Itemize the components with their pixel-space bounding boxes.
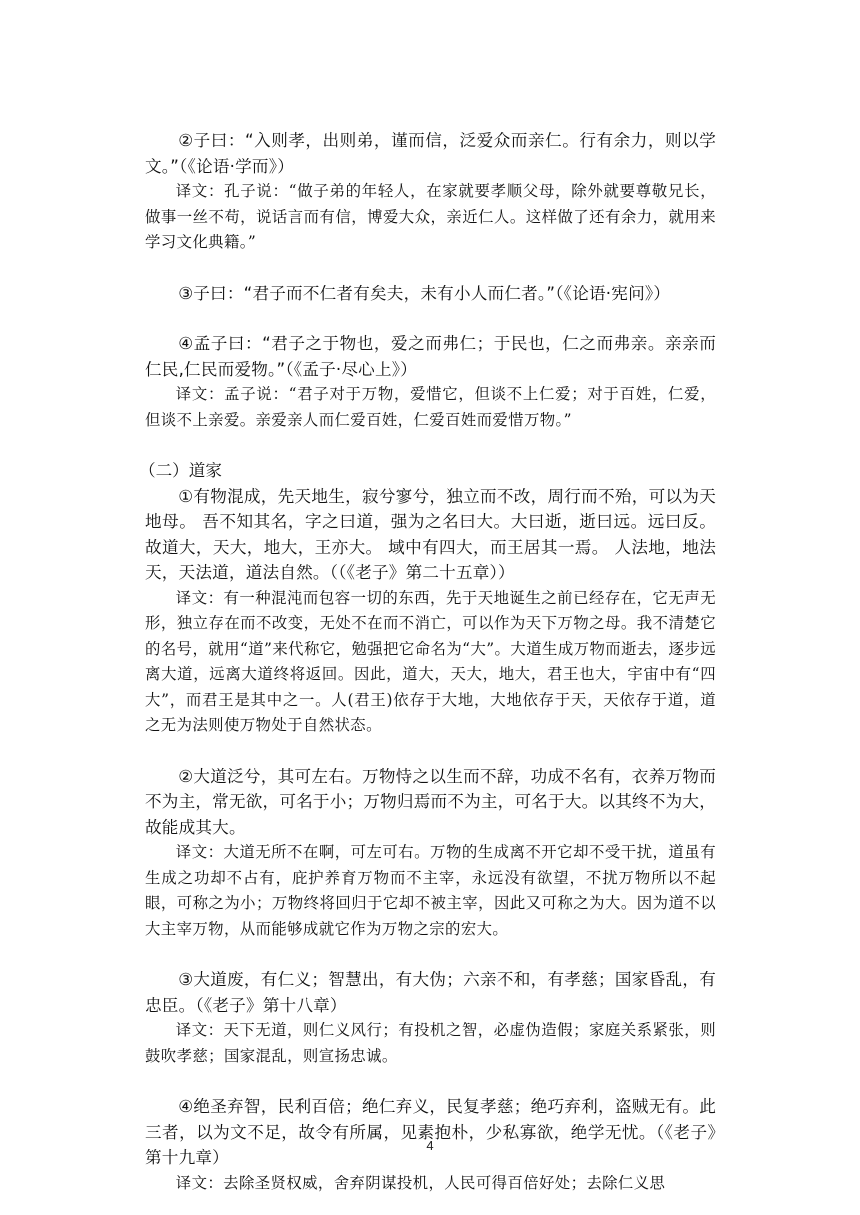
laozi-18-translation: 译文：天下无道，则仁义风行；有投机之智，必虚伪造假；家庭关系紧张，则鼓吹孝慈；国家混乱，则宣扬忠诚。 — [145, 1021, 716, 1065]
page-number: 4 — [426, 1138, 434, 1153]
page-content — [139, 128, 716, 1196]
section-heading-daojia: （二）道家 — [139, 461, 222, 480]
lunyu-xianwen-original: ③子曰：“君子而不仁者有矣夫，未有小人而仁者。”（《论语·宪问》） — [178, 283, 671, 303]
laozi-25-original: ①有物混成，先天地生，寂兮寥兮，独立而不改，周行而不殆，可以为天地母。 吾不知其名，字之曰道，强为之名曰大。大曰逝，逝曰远。远曰反。故道大，天大，地大，王亦大。 域中有四大，而王居其一焉。 人法地，地法天，天法道，道法自然。（（《老子》第二十五章）） — [145, 486, 716, 582]
laozi-25-translation: 译文：有一种混沌而包容一切的东西，先于天地诞生之前已经存在，它无声无形，独立存在而不改变，无处不在而不消亡，可以作为天下万物之母。我不清楚它的名号，就用“道”来代称它，勉强把它命名为“大”。大道生成万物而逝去，逐步远离大道，远离大道终将返回。因此，道大，天大，地大，君王也大，宇宙中有“四大”，而君王是其中之一。人(君王)依存于大地，大地依存于天，天依存于道，道之无为法则使万物处于自然状态。 — [145, 588, 716, 734]
laozi-18-original: ③大道废，有仁义；智慧出，有大伪；六亲不和，有孝慈；国家昏乱，有忠臣。（《老子》第十八章） — [145, 970, 716, 1015]
mengzi-original: ④孟子曰：“君子之于物也，爱之而弗仁；于民也，仁之而弗亲。亲亲而仁民,仁民而爱物。”（《孟子·尽心上》） — [145, 334, 716, 379]
mengzi-translation: 译文：孟子说：“君子对于万物，爱惜它，但谈不上仁爱；对于百姓，仁爱，但谈不上亲爱。亲爱亲人而仁爱百姓，仁爱百姓而爱惜万物。” — [145, 385, 716, 429]
lunyu-xueer-translation: 译文：孔子说：“做子弟的年轻人，在家就要孝顺父母，除外就要尊敬兄长，做事一丝不苟，说话言而有信，博爱大众，亲近仁人。这样做了还有余力，就用来学习文化典籍。” — [145, 182, 716, 251]
laozi-34-original: ②大道泛兮，其可左右。万物恃之以生而不辞，功成不名有，衣养万物而不为主，常无欲，可名于小；万物归焉而不为主，可名于大。以其终不为大，故能成其大。 — [145, 766, 716, 837]
lunyu-xueer-original: ②子曰：“入则孝，出则弟，谨而信，泛爱众而亲仁。行有余力，则以学文。”（《论语·学而》） — [145, 131, 716, 176]
laozi-34-translation: 译文：大道无所不在啊，可左可右。万物的生成离不开它却不受干扰，道虽有生成之功却不占有，庇护养育万物而不主宰，永远没有欲望，不扰万物所以不起眼，可称之为小；万物终将回归于它却不被主宰，因此又可称之为大。因为道不以大主宰万物，从而能够成就它作为万物之宗的宏大。 — [145, 843, 716, 938]
laozi-19-translation: 译文：去除圣贤权威，舍弃阴谋投机，人民可得百倍好处；去除仁义思 — [175, 1173, 666, 1192]
laozi-19-original: ④绝圣弃智，民利百倍；绝仁弃义，民复孝慈；绝巧弃利，盗贼无有。此三者，以为文不足，故令有所属，见素抱朴，少私寡欲，绝学无忧。（《老子》第十九章） — [145, 1097, 716, 1167]
